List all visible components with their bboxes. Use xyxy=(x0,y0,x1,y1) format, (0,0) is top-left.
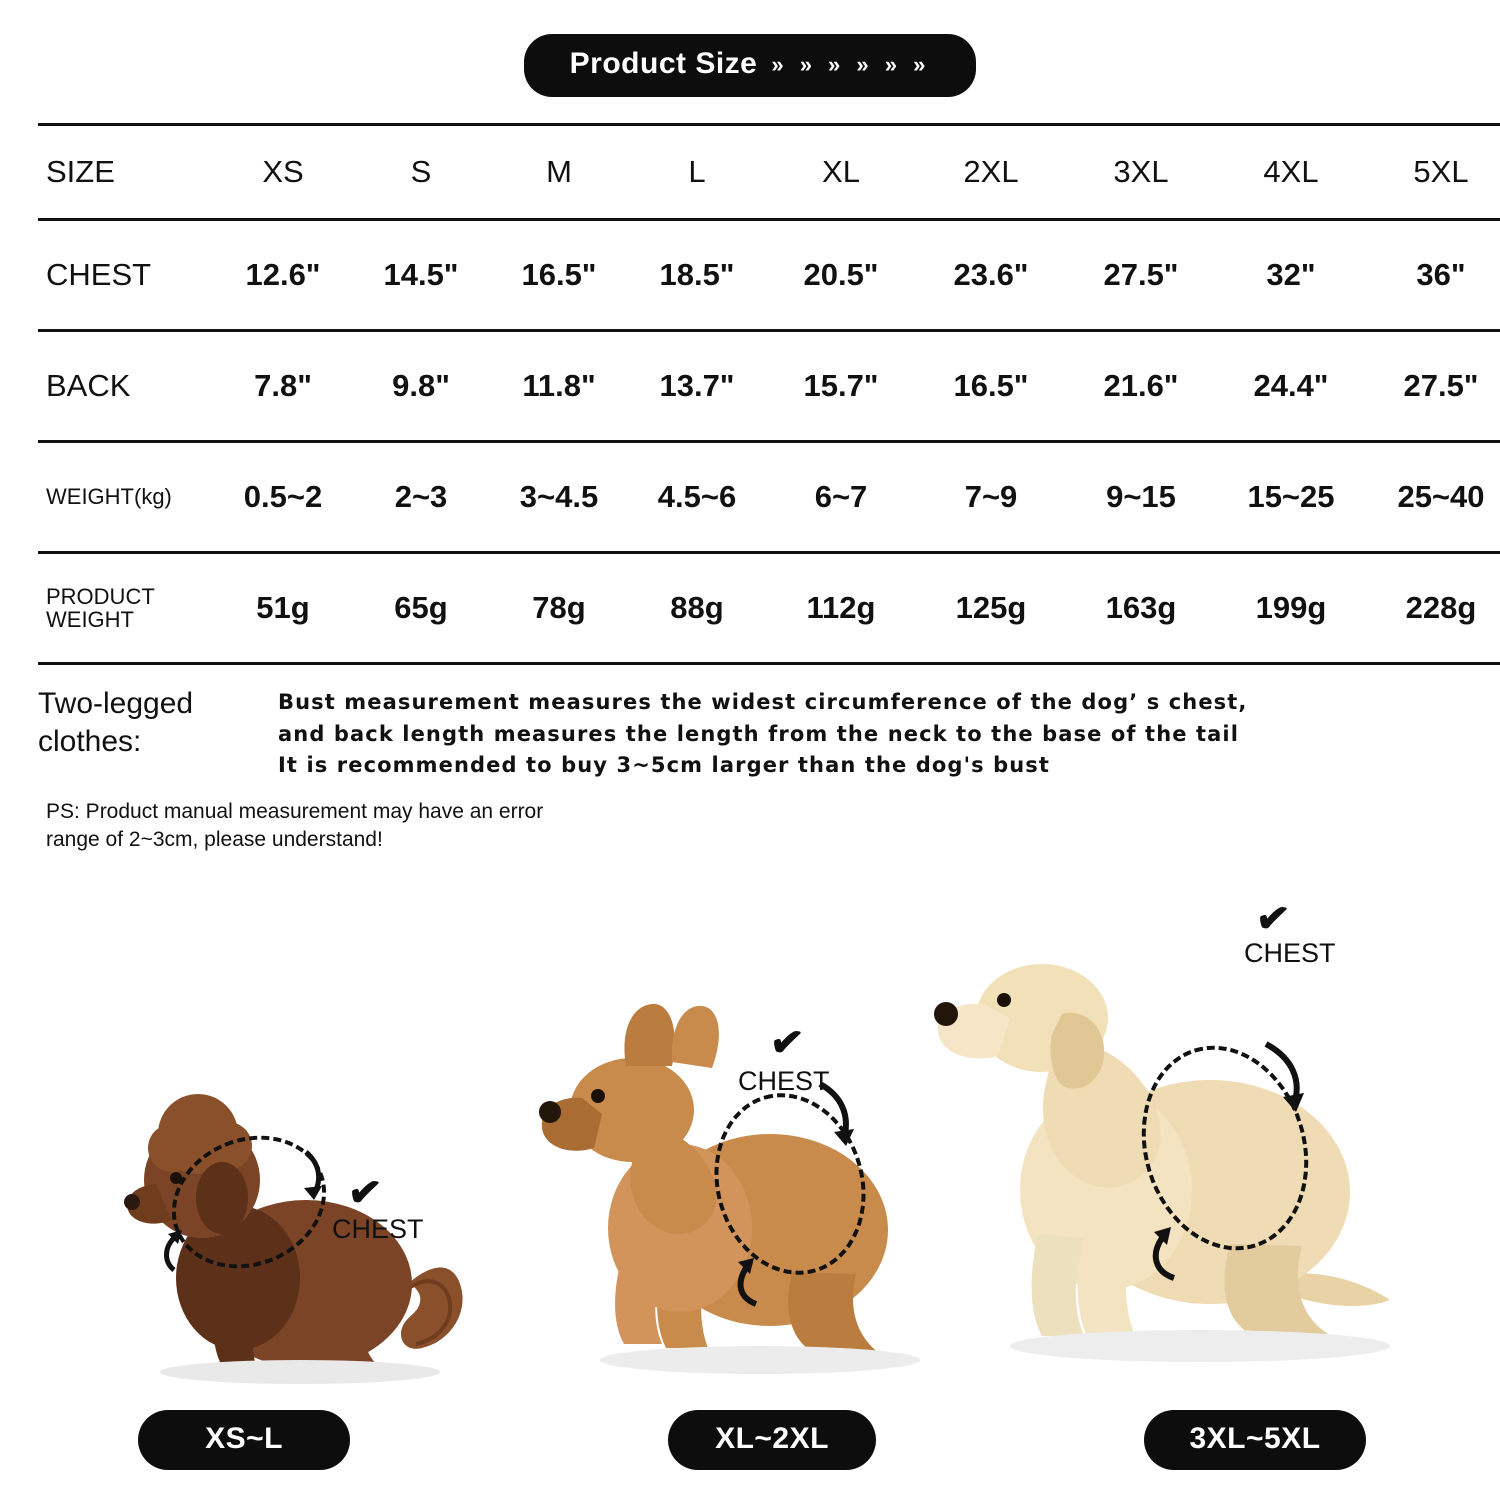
row-label-weight: WEIGHT(kg) xyxy=(38,442,214,553)
cell-back-xs: 7.8" xyxy=(214,331,352,442)
cell-weight-xs: 0.5~2 xyxy=(214,442,352,553)
cell-chest-xl: 20.5" xyxy=(766,220,916,331)
photo-golden-retriever xyxy=(930,895,1400,1402)
cell-chest-5xl: 36" xyxy=(1366,220,1500,331)
size-pill-xl-2xl: XL~2XL xyxy=(668,1410,876,1470)
column-header-m: M xyxy=(490,125,628,220)
ps-line1: PS: Product manual measurement may have an error xyxy=(46,799,544,823)
cell-chest-m: 16.5" xyxy=(490,220,628,331)
table-row-back xyxy=(38,331,1500,442)
cell-chest-4xl: 32" xyxy=(1216,220,1366,331)
cell-weight-s: 2~3 xyxy=(352,442,490,553)
cell-weight-2xl: 7~9 xyxy=(916,442,1066,553)
cell-product-weight-xs: 51g xyxy=(214,553,352,664)
cell-back-3xl: 21.6" xyxy=(1066,331,1216,442)
product-size-banner xyxy=(524,34,977,97)
cell-back-4xl: 24.4" xyxy=(1216,331,1366,442)
table-header-row xyxy=(38,125,1500,220)
cell-weight-4xl: 15~25 xyxy=(1216,442,1366,553)
cell-chest-2xl: 23.6" xyxy=(916,220,1066,331)
table-row-product-weight xyxy=(38,553,1500,664)
chest-callout-golden: CHEST xyxy=(1244,938,1336,969)
chevrons-decoration: » » » » » » xyxy=(771,52,931,77)
check-icon-frenchie: ✔ xyxy=(767,1019,806,1067)
cell-product-weight-l: 88g xyxy=(628,553,766,664)
size-range-pills xyxy=(0,1410,1500,1472)
check-icon-poodle: ✔ xyxy=(345,1169,384,1217)
table-row-weight xyxy=(38,442,1500,553)
chest-callout-poodle: CHEST xyxy=(332,1214,424,1245)
cell-back-m: 11.8" xyxy=(490,331,628,442)
cell-product-weight-xl: 112g xyxy=(766,553,916,664)
row-label-product-weight xyxy=(38,553,214,664)
table-row-chest xyxy=(38,220,1500,331)
measurement-instructions xyxy=(278,679,1247,782)
row-label-product-weight-line1: PRODUCT xyxy=(46,583,155,609)
page-title: Product Size xyxy=(569,47,758,80)
girth-arrows-frenchie xyxy=(520,992,920,1392)
cell-chest-s: 14.5" xyxy=(352,220,490,331)
size-pill-3xl-5xl: 3XL~5XL xyxy=(1144,1410,1366,1470)
cell-weight-xl: 6~7 xyxy=(766,442,916,553)
cell-weight-l: 4.5~6 xyxy=(628,442,766,553)
two-legged-clothes-label xyxy=(38,679,278,760)
cell-weight-m: 3~4.5 xyxy=(490,442,628,553)
column-header-4xl: 4XL xyxy=(1216,125,1366,220)
photo-poodle xyxy=(110,1052,470,1392)
cell-back-5xl: 27.5" xyxy=(1366,331,1500,442)
two-legged-line2: clothes: xyxy=(38,724,142,758)
photo-french-bulldog xyxy=(520,992,920,1392)
cell-weight-5xl: 25~40 xyxy=(1366,442,1500,553)
cell-product-weight-3xl: 163g xyxy=(1066,553,1216,664)
size-table xyxy=(38,123,1500,665)
header xyxy=(0,0,1500,97)
column-header-xs: XS xyxy=(214,125,352,220)
cell-product-weight-2xl: 125g xyxy=(916,553,1066,664)
size-table-container xyxy=(38,123,1485,665)
check-icon-golden: ✔ xyxy=(1253,895,1292,943)
ps-disclaimer xyxy=(46,798,1500,855)
cell-chest-xs: 12.6" xyxy=(214,220,352,331)
cell-back-s: 9.8" xyxy=(352,331,490,442)
cell-back-l: 13.7" xyxy=(628,331,766,442)
instruction-line3: It is recommended to buy 3~5cm larger than the dog's bust xyxy=(278,753,1051,777)
column-header-s: S xyxy=(352,125,490,220)
cell-product-weight-s: 65g xyxy=(352,553,490,664)
dog-illustrations xyxy=(0,862,1500,1462)
two-legged-line1: Two-legged xyxy=(38,687,194,720)
cell-product-weight-5xl: 228g xyxy=(1366,553,1500,664)
instruction-line2: and back length measures the length from the neck to the base of the tail xyxy=(278,721,1240,746)
cell-back-2xl: 16.5" xyxy=(916,331,1066,442)
row-label-back: BACK xyxy=(38,331,214,442)
instruction-line1: Bust measurement measures the widest circumference of the dog’ s chest, xyxy=(278,690,1248,714)
cell-back-xl: 15.7" xyxy=(766,331,916,442)
cell-product-weight-4xl: 199g xyxy=(1216,553,1366,664)
column-header-l: L xyxy=(628,125,766,220)
row-label-chest: CHEST xyxy=(38,220,214,331)
row-label-product-weight-line2: WEIGHT xyxy=(46,607,134,632)
column-header-3xl: 3XL xyxy=(1066,125,1216,220)
chest-callout-frenchie: CHEST xyxy=(738,1066,830,1097)
column-header-xl: XL xyxy=(766,125,916,220)
girth-arrows-golden xyxy=(930,922,1400,1402)
measurement-notes xyxy=(38,679,1462,782)
cell-chest-l: 18.5" xyxy=(628,220,766,331)
cell-chest-3xl: 27.5" xyxy=(1066,220,1216,331)
column-header-2xl: 2XL xyxy=(916,125,1066,220)
column-header-5xl: 5XL xyxy=(1366,125,1500,220)
size-pill-xs-l: XS~L xyxy=(138,1410,350,1470)
cell-product-weight-m: 78g xyxy=(490,553,628,664)
cell-weight-3xl: 9~15 xyxy=(1066,442,1216,553)
ps-line2: range of 2~3cm, please understand! xyxy=(46,827,383,851)
column-header-size: SIZE xyxy=(38,125,214,220)
